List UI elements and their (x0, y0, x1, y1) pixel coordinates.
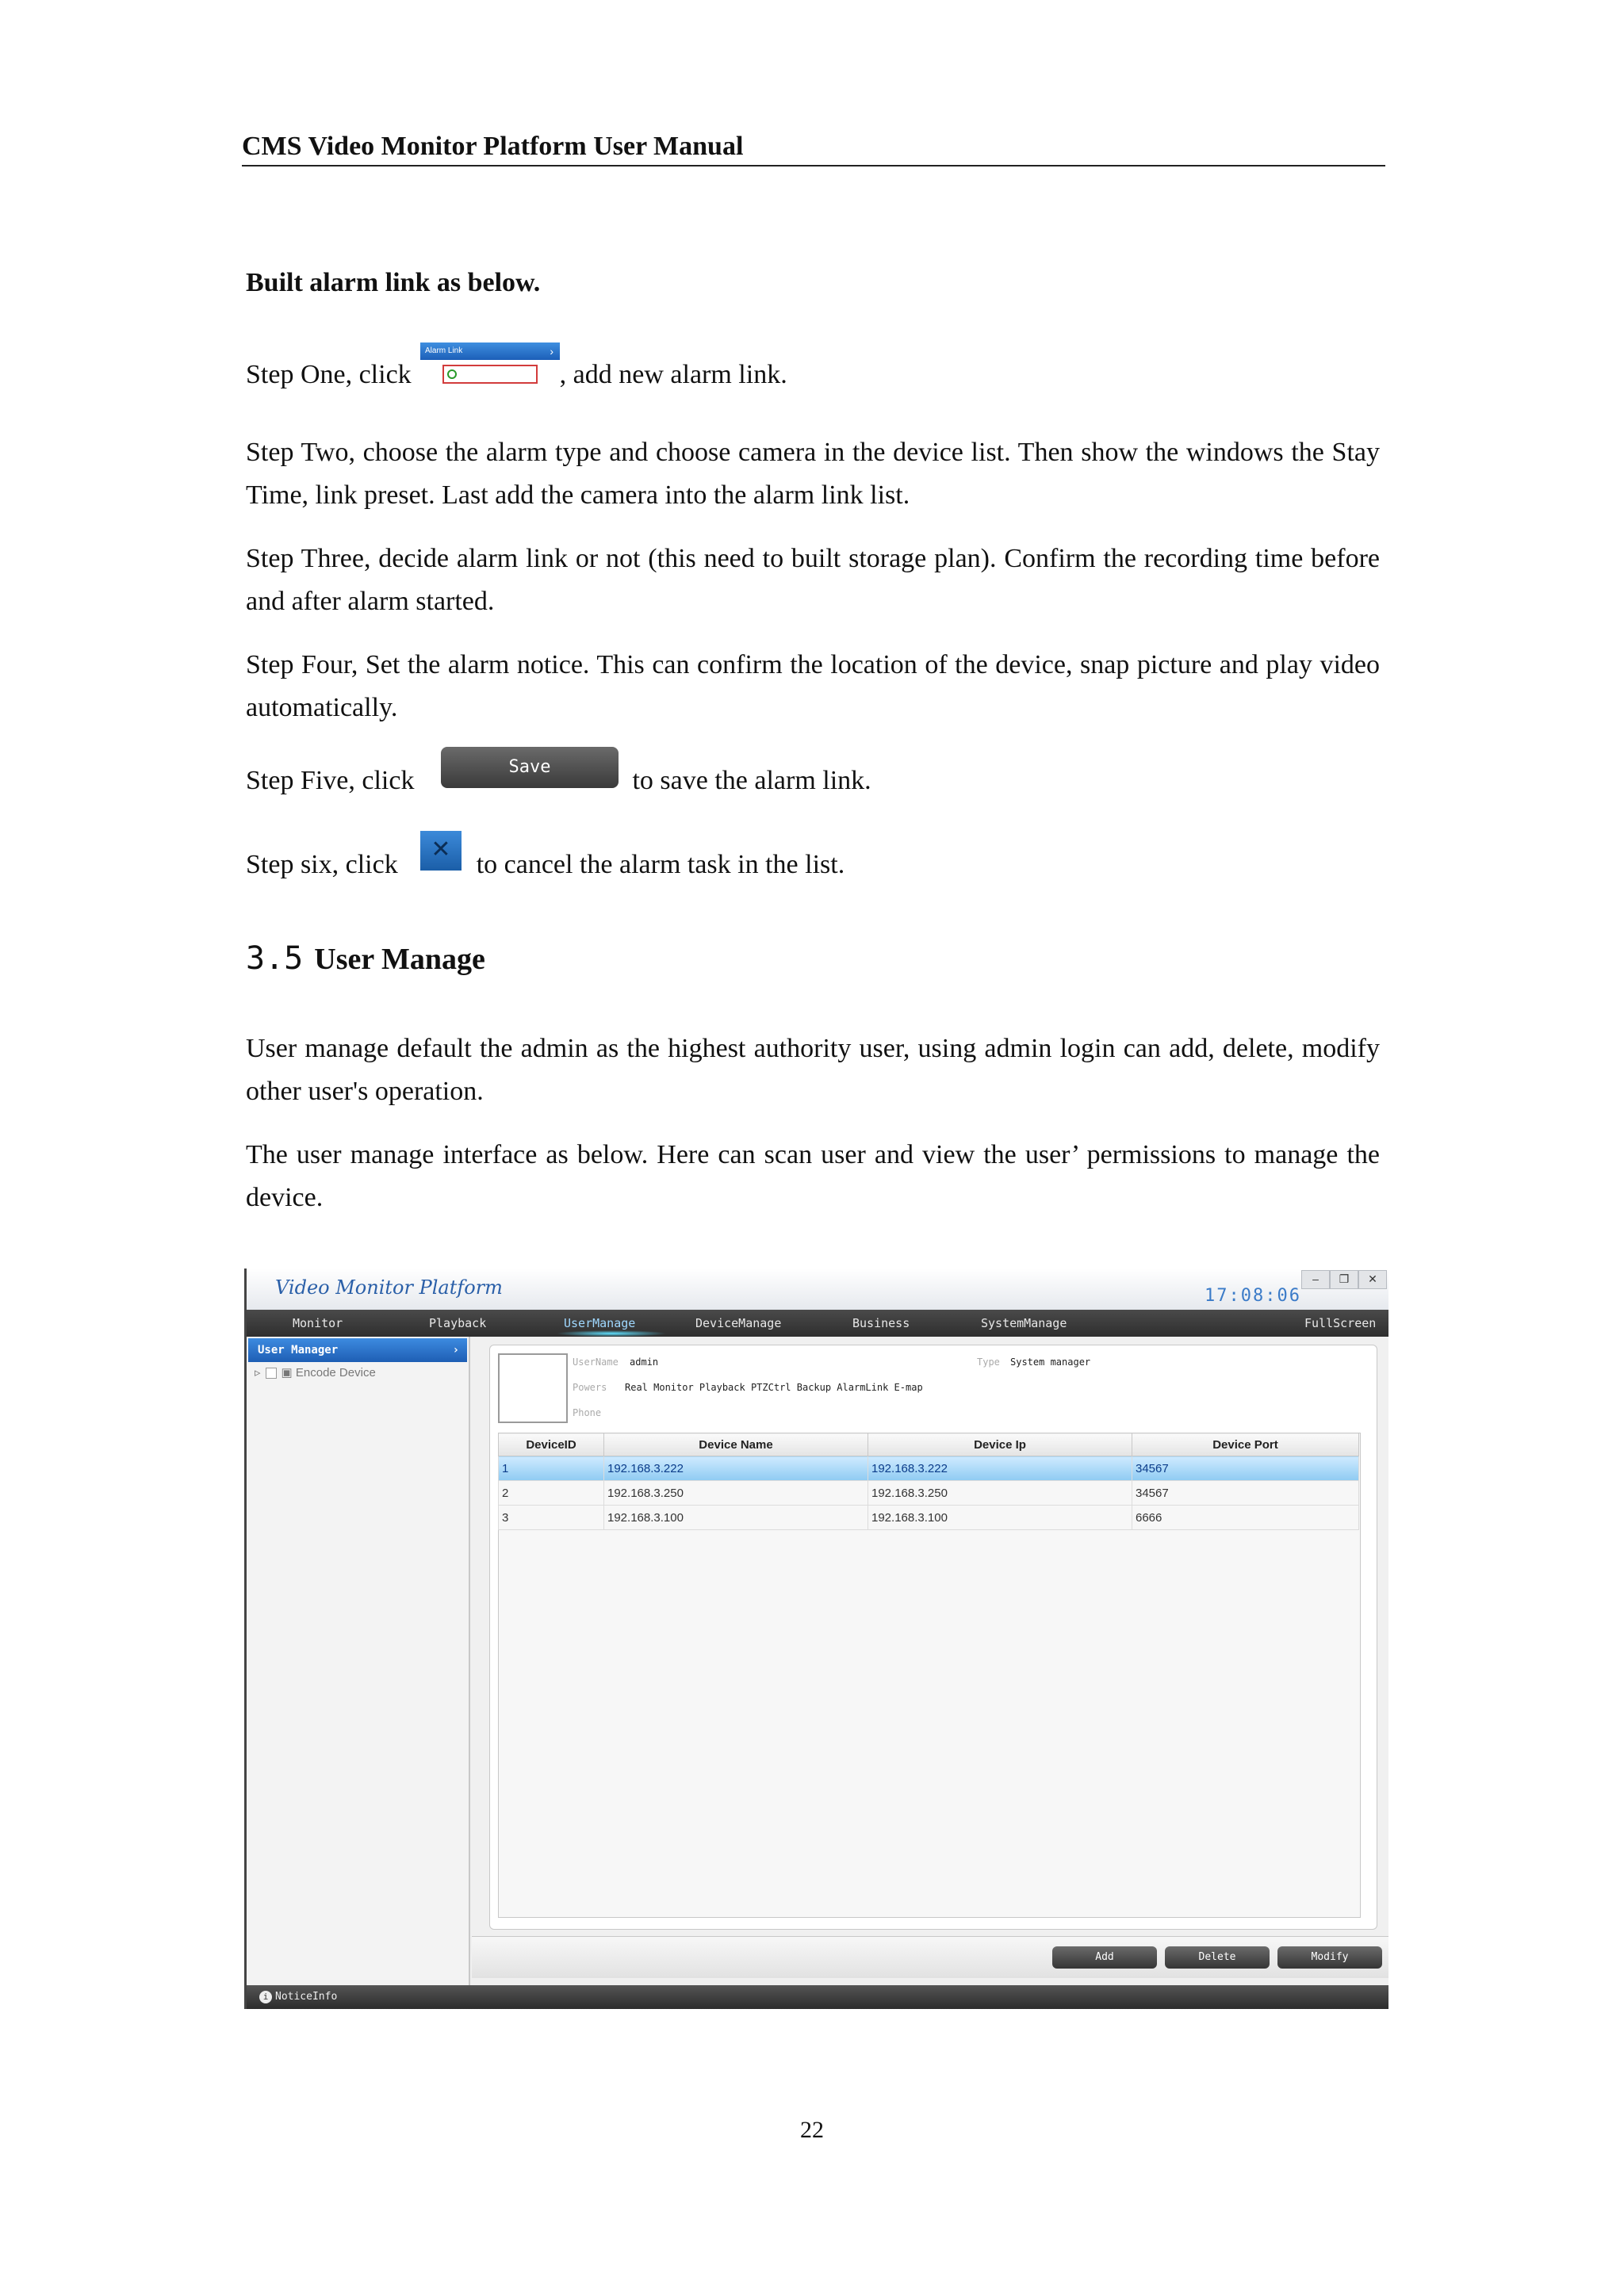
cancel-icon: ✕ (420, 831, 462, 871)
alarm-link-label: Alarm Link (425, 346, 463, 355)
col-device-name[interactable]: Device Name (604, 1433, 868, 1456)
table-row[interactable] (499, 1481, 1359, 1506)
user-avatar (498, 1353, 568, 1423)
cell-deviceid: 2 (499, 1481, 604, 1506)
cell-device-ip: 192.168.3.100 (868, 1506, 1132, 1530)
step-one-prefix: Step One, click (246, 360, 412, 389)
step-six (246, 844, 1380, 886)
user-manage-screenshot (244, 1269, 1388, 2009)
device-group-icon: ▣ (281, 1366, 293, 1380)
col-device-ip[interactable]: Device Ip (868, 1433, 1132, 1456)
cell-device-ip: 192.168.3.250 (868, 1481, 1132, 1506)
chevron-right-icon: › (550, 345, 553, 358)
table-row[interactable] (499, 1506, 1359, 1530)
info-icon: i (259, 1991, 272, 2003)
step-two: Step Two, choose the alarm type and choose camera in the device list. Then show the windows the Stay Time, link preset. Last add the camera into the alarm link list. (246, 438, 1380, 510)
username-value: admin (630, 1357, 659, 1368)
app-menubar (247, 1310, 1388, 1337)
alarm-link-icon (420, 342, 560, 387)
section-title (246, 940, 485, 977)
app-brand: Video Monitor Platform (275, 1276, 503, 1299)
menu-playback[interactable]: Playback (429, 1316, 487, 1330)
device-table (498, 1433, 1359, 1530)
delete-button[interactable]: Delete (1165, 1946, 1270, 1969)
tree-checkbox[interactable] (266, 1368, 277, 1379)
menu-active-glow (556, 1330, 667, 1337)
username-label: UserName (573, 1357, 619, 1368)
add-button[interactable]: Add (1052, 1946, 1157, 1969)
save-button-image: Save (441, 747, 619, 788)
tree-item-label: Encode Device (295, 1366, 376, 1380)
app-sidebar (247, 1337, 470, 1985)
modify-button[interactable]: Modify (1277, 1946, 1382, 1969)
alarm-link-field (442, 365, 538, 384)
powers-value: Real Monitor Playback PTZCtrl Backup AlarmLink E-map (625, 1382, 923, 1393)
cell-device-name: 192.168.3.222 (604, 1456, 868, 1481)
menu-devicemanage[interactable]: DeviceManage (695, 1316, 782, 1330)
section-title-text: User Manage (314, 943, 485, 976)
table-header-row (499, 1433, 1359, 1456)
app-titlebar (247, 1269, 1388, 1310)
close-icon[interactable]: ✕ (1358, 1270, 1387, 1289)
col-device-port[interactable]: Device Port (1132, 1433, 1359, 1456)
menu-fullscreen[interactable]: FullScreen (1304, 1316, 1377, 1330)
step-three: Step Three, decide alarm link or not (this need to built storage plan). Confirm the recording time before and after alarm started. (246, 544, 1380, 616)
green-dot-icon (447, 369, 457, 379)
cell-device-port: 34567 (1132, 1481, 1359, 1506)
step-four: Step Four, Set the alarm notice. This can confirm the location of the device, snap picture and play video automatically. (246, 650, 1380, 722)
intro-heading: Built alarm link as below. (246, 268, 541, 297)
cell-device-name: 192.168.3.100 (604, 1506, 868, 1530)
page-header: CMS Video Monitor Platform User Manual (242, 132, 1385, 166)
menu-systemmanage[interactable]: SystemManage (981, 1316, 1067, 1330)
user-panel (489, 1345, 1377, 1930)
type-value: System manager (1010, 1357, 1091, 1368)
cell-device-port: 6666 (1132, 1506, 1359, 1530)
cell-device-port: 34567 (1132, 1456, 1359, 1481)
tree-item-encode-device[interactable] (247, 1362, 469, 1384)
step-six-prefix: Step six, click (246, 850, 398, 879)
type-label: Type (977, 1357, 1000, 1368)
sidebar-header-label: User Manager (258, 1344, 339, 1357)
section-para-2: The user manage interface as below. Here can scan user and view the user’ permissions to manage the device. (246, 1140, 1380, 1212)
step-five-suffix: to save the alarm link. (632, 766, 871, 795)
alarm-link-bar (420, 342, 560, 360)
restore-icon[interactable]: ❐ (1330, 1270, 1358, 1289)
step-six-suffix: to cancel the alarm task in the list. (476, 850, 845, 879)
chevron-right-icon: › (452, 1344, 459, 1357)
cell-deviceid: 1 (499, 1456, 604, 1481)
step-one (246, 354, 1380, 396)
cell-deviceid: 3 (499, 1506, 604, 1530)
section-number: 3.5 (246, 940, 304, 977)
cell-device-name: 192.168.3.250 (604, 1481, 868, 1506)
cell-device-ip: 192.168.3.222 (868, 1456, 1132, 1481)
menu-usermanage[interactable]: UserManage (564, 1316, 636, 1330)
app-statusbar (247, 1985, 1388, 2009)
step-five (246, 760, 1380, 802)
app-clock: 17:08:06 (1205, 1286, 1301, 1306)
action-bar (472, 1936, 1388, 1978)
section-para-1: User manage default the admin as the highest authority user, using admin login can add, delete, modify other user's operation. (246, 1034, 1380, 1106)
step-five-prefix: Step Five, click (246, 766, 415, 795)
table-row[interactable] (499, 1456, 1359, 1481)
menu-monitor[interactable]: Monitor (293, 1316, 343, 1330)
minimize-icon[interactable]: – (1301, 1270, 1330, 1289)
powers-label: Powers (573, 1382, 607, 1393)
menu-business[interactable]: Business (852, 1316, 910, 1330)
page-number: 22 (800, 2117, 824, 2143)
step-one-suffix: , add new alarm link. (559, 360, 787, 389)
phone-label: Phone (573, 1407, 602, 1418)
app-main (472, 1337, 1388, 1985)
sidebar-header[interactable] (248, 1338, 467, 1362)
col-deviceid[interactable]: DeviceID (499, 1433, 604, 1456)
notice-info-label[interactable]: NoticeInfo (275, 1991, 338, 2003)
expand-arrow-icon[interactable]: ▹ (255, 1366, 261, 1380)
